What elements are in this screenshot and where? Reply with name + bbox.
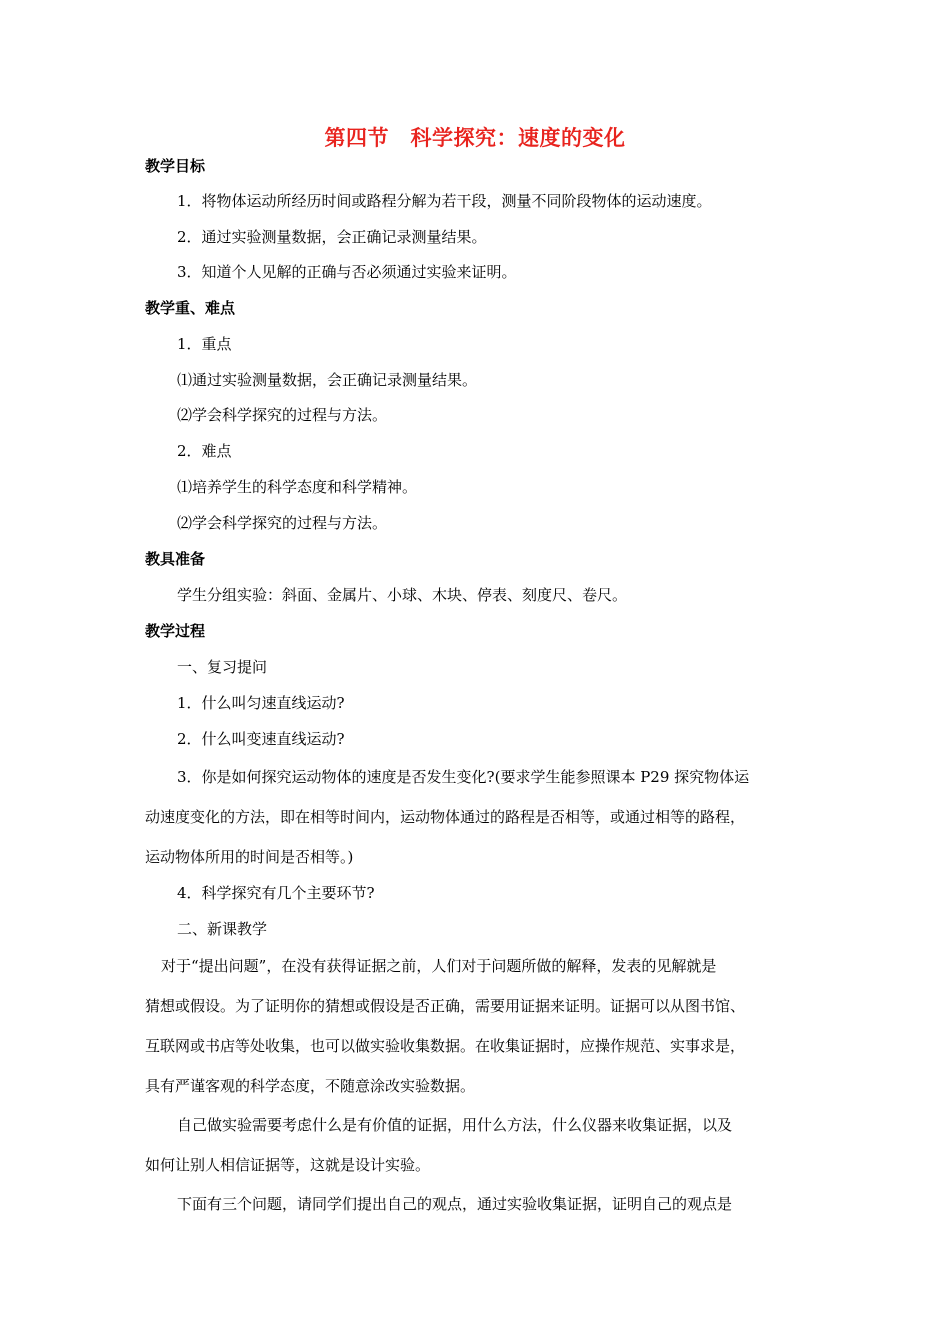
- difficulty-item-1: ⑴培养学生的科学态度和科学精神。: [177, 478, 418, 496]
- review-label: 一、复习提问: [177, 658, 268, 676]
- review-question-3-line-2: 动速度变化的方法，即在相等时间内，运动物体通过的路程是否相等，或通过相等的路程，: [145, 808, 746, 826]
- review-question-3-line-3: 运动物体所用的时间是否相等。): [145, 848, 354, 866]
- objective-2: 2．通过实验测量数据，会正确记录测量结果。: [177, 228, 487, 246]
- heading-materials: 教具准备: [145, 550, 206, 568]
- review-question-2: 2．什么叫变速直线运动?: [177, 730, 345, 748]
- paragraph-2-line-2: 如何让别人相信证据等，这就是设计实验。: [145, 1156, 431, 1174]
- difficulty-item-2: ⑵学会科学探究的过程与方法。: [177, 514, 388, 532]
- focus-item-2: ⑵学会科学探究的过程与方法。: [177, 406, 388, 424]
- materials-text: 学生分组实验：斜面、金属片、小球、木块、停表、刻度尺、卷尺。: [177, 586, 628, 604]
- paragraph-1-line-4: 具有严谨客观的科学态度，不随意涂改实验数据。: [145, 1077, 476, 1095]
- paragraph-2-line-1: 自己做实验需要考虑什么是有价值的证据，用什么方法，什么仪器来收集证据，以及: [177, 1116, 733, 1134]
- heading-key-points: 教学重、难点: [145, 299, 236, 317]
- focus-label: 1．重点: [177, 335, 232, 353]
- page-title: 第四节 科学探究：速度的变化: [324, 126, 626, 150]
- heading-objectives: 教学目标: [145, 157, 206, 175]
- review-question-3-line-1: 3．你是如何探究运动物体的速度是否发生变化?(要求学生能参照课本 P29 探究物体运: [177, 768, 750, 786]
- focus-item-1: ⑴通过实验测量数据，会正确记录测量结果。: [177, 371, 478, 389]
- paragraph-3-line-1: 下面有三个问题，请同学们提出自己的观点，通过实验收集证据，证明自己的观点是: [177, 1195, 733, 1213]
- paragraph-1-line-3: 互联网或书店等处收集，也可以做实验收集数据。在收集证据时，应操作规范、实事求是，: [145, 1037, 746, 1055]
- paragraph-1-line-2: 猜想或假设。为了证明你的猜想或假设是否正确，需要用证据来证明。证据可以从图书馆、: [145, 997, 746, 1015]
- difficulty-label: 2．难点: [177, 442, 232, 460]
- review-question-1: 1．什么叫匀速直线运动?: [177, 694, 345, 712]
- new-lesson-label: 二、新课教学: [177, 920, 268, 938]
- objective-1: 1．将物体运动所经历时间或路程分解为若干段，测量不同阶段物体的运动速度。: [177, 192, 712, 210]
- review-question-4: 4．科学探究有几个主要环节?: [177, 884, 375, 902]
- heading-process: 教学过程: [145, 622, 206, 640]
- paragraph-1-line-1: 对于“提出问题”，在没有获得证据之前，人们对于问题所做的解释，发表的见解就是: [161, 957, 717, 975]
- objective-3: 3．知道个人见解的正确与否必须通过实验来证明。: [177, 263, 517, 281]
